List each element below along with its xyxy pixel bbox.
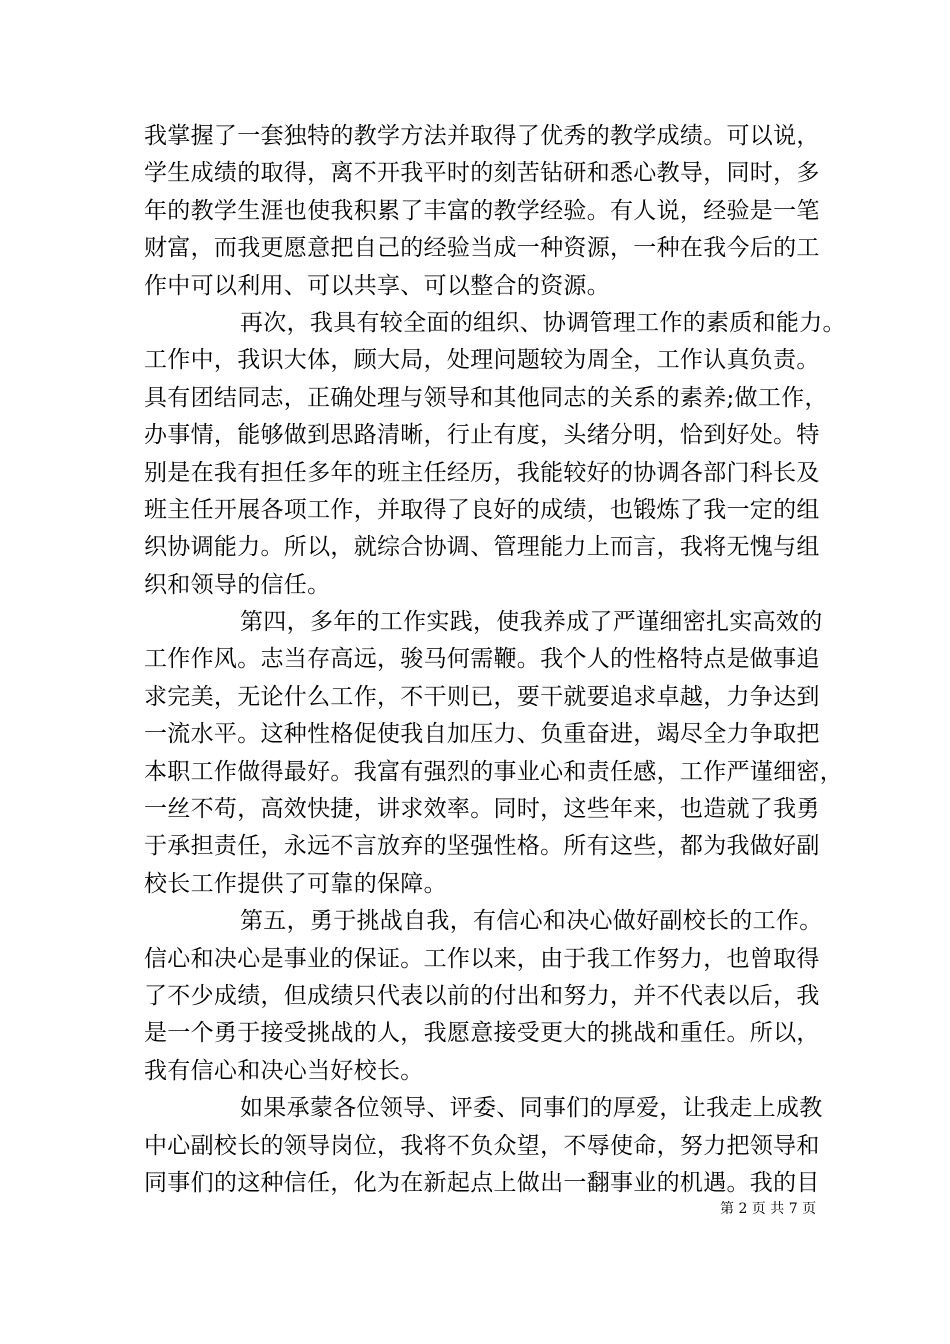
text-line: 我掌握了一套独特的教学方法并取得了优秀的教学成绩。可以说， bbox=[144, 123, 820, 149]
text-line: 本职工作做得最好。我富有强烈的事业心和责任感，工作严谨细密， bbox=[144, 758, 843, 785]
text-line: 织协调能力。所以，就综合协调、管理能力上而言，我将无愧与组 bbox=[144, 534, 820, 561]
paragraph-start-line: 第五，勇于挑战自我，有信心和决心做好副校长的工作。 bbox=[240, 908, 823, 935]
text-line: 学生成绩的取得，离不开我平时的刻苦钻研和悉心教导，同时，多 bbox=[144, 160, 820, 187]
page-number-footer: 第 2 页 共 7 页 bbox=[720, 1201, 817, 1217]
paragraph-start-line: 再次，我具有较全面的组织、协调管理工作的素质和能力。 bbox=[240, 309, 846, 336]
text-line: 一丝不苟，高效快捷，讲求效率。同时，这些年来，也造就了我勇 bbox=[144, 796, 820, 823]
text-line: 校长工作提供了可靠的保障。 bbox=[144, 870, 447, 897]
text-line: 工作作风。志当存高远，骏马何需鞭。我个人的性格特点是做事追 bbox=[144, 646, 820, 673]
text-line: 我有信心和决心当好校长。 bbox=[144, 1057, 424, 1084]
body-text bbox=[144, 118, 846, 1202]
text-line: 了不少成绩，但成绩只代表以前的付出和努力，并不代表以后，我 bbox=[144, 982, 820, 1009]
text-line: 中心副校长的领导岗位，我将不负众望，不辱使命，努力把领导和 bbox=[144, 1132, 820, 1159]
paragraph-start-line: 如果承蒙各位领导、评委、同事们的厚爱，让我走上成教 bbox=[240, 1095, 823, 1122]
text-line: 求完美，无论什么工作，不干则已，要干就要追求卓越，力争达到 bbox=[144, 683, 820, 710]
text-line: 是一个勇于接受挑战的人，我愿意接受更大的挑战和重任。所以， bbox=[144, 1020, 820, 1047]
text-line: 于承担责任，永远不言放弃的坚强性格。所有这些，都为我做好副 bbox=[144, 833, 820, 860]
text-line: 班主任开展各项工作，并取得了良好的成绩，也锻炼了我一定的组 bbox=[144, 496, 820, 523]
text-line: 同事们的这种信任，化为在新起点上做出一翻事业的机遇。我的目 bbox=[144, 1169, 820, 1196]
text-line: 具有团结同志，正确处理与领导和其他同志的关系的素养;做工作， bbox=[144, 384, 828, 411]
paragraph-start-line: 第四，多年的工作实践，使我养成了严谨细密扎实高效的 bbox=[240, 609, 823, 636]
text-line: 别是在我有担任多年的班主任经历，我能较好的协调各部门科长及 bbox=[144, 459, 820, 486]
text-line: 工作中，我识大体，顾大局，处理问题较为周全，工作认真负责。 bbox=[144, 347, 820, 374]
text-line: 信心和决心是事业的保证。工作以来，由于我工作努力，也曾取得 bbox=[144, 945, 820, 972]
text-line: 年的教学生涯也使我积累了丰富的教学经验。有人说，经验是一笔 bbox=[144, 197, 820, 224]
text-line: 办事情，能够做到思路清晰，行止有度，头绪分明，恰到好处。特 bbox=[144, 422, 820, 449]
text-line: 财富，而我更愿意把自己的经验当成一种资源，一种在我今后的工 bbox=[144, 235, 820, 262]
text-line: 作中可以利用、可以共享、可以整合的资源。 bbox=[144, 272, 610, 299]
text-line: 一流水平。这种性格促使我自加压力、负重奋进，竭尽全力争取把 bbox=[144, 721, 820, 748]
text-line: 织和领导的信任。 bbox=[144, 571, 331, 598]
